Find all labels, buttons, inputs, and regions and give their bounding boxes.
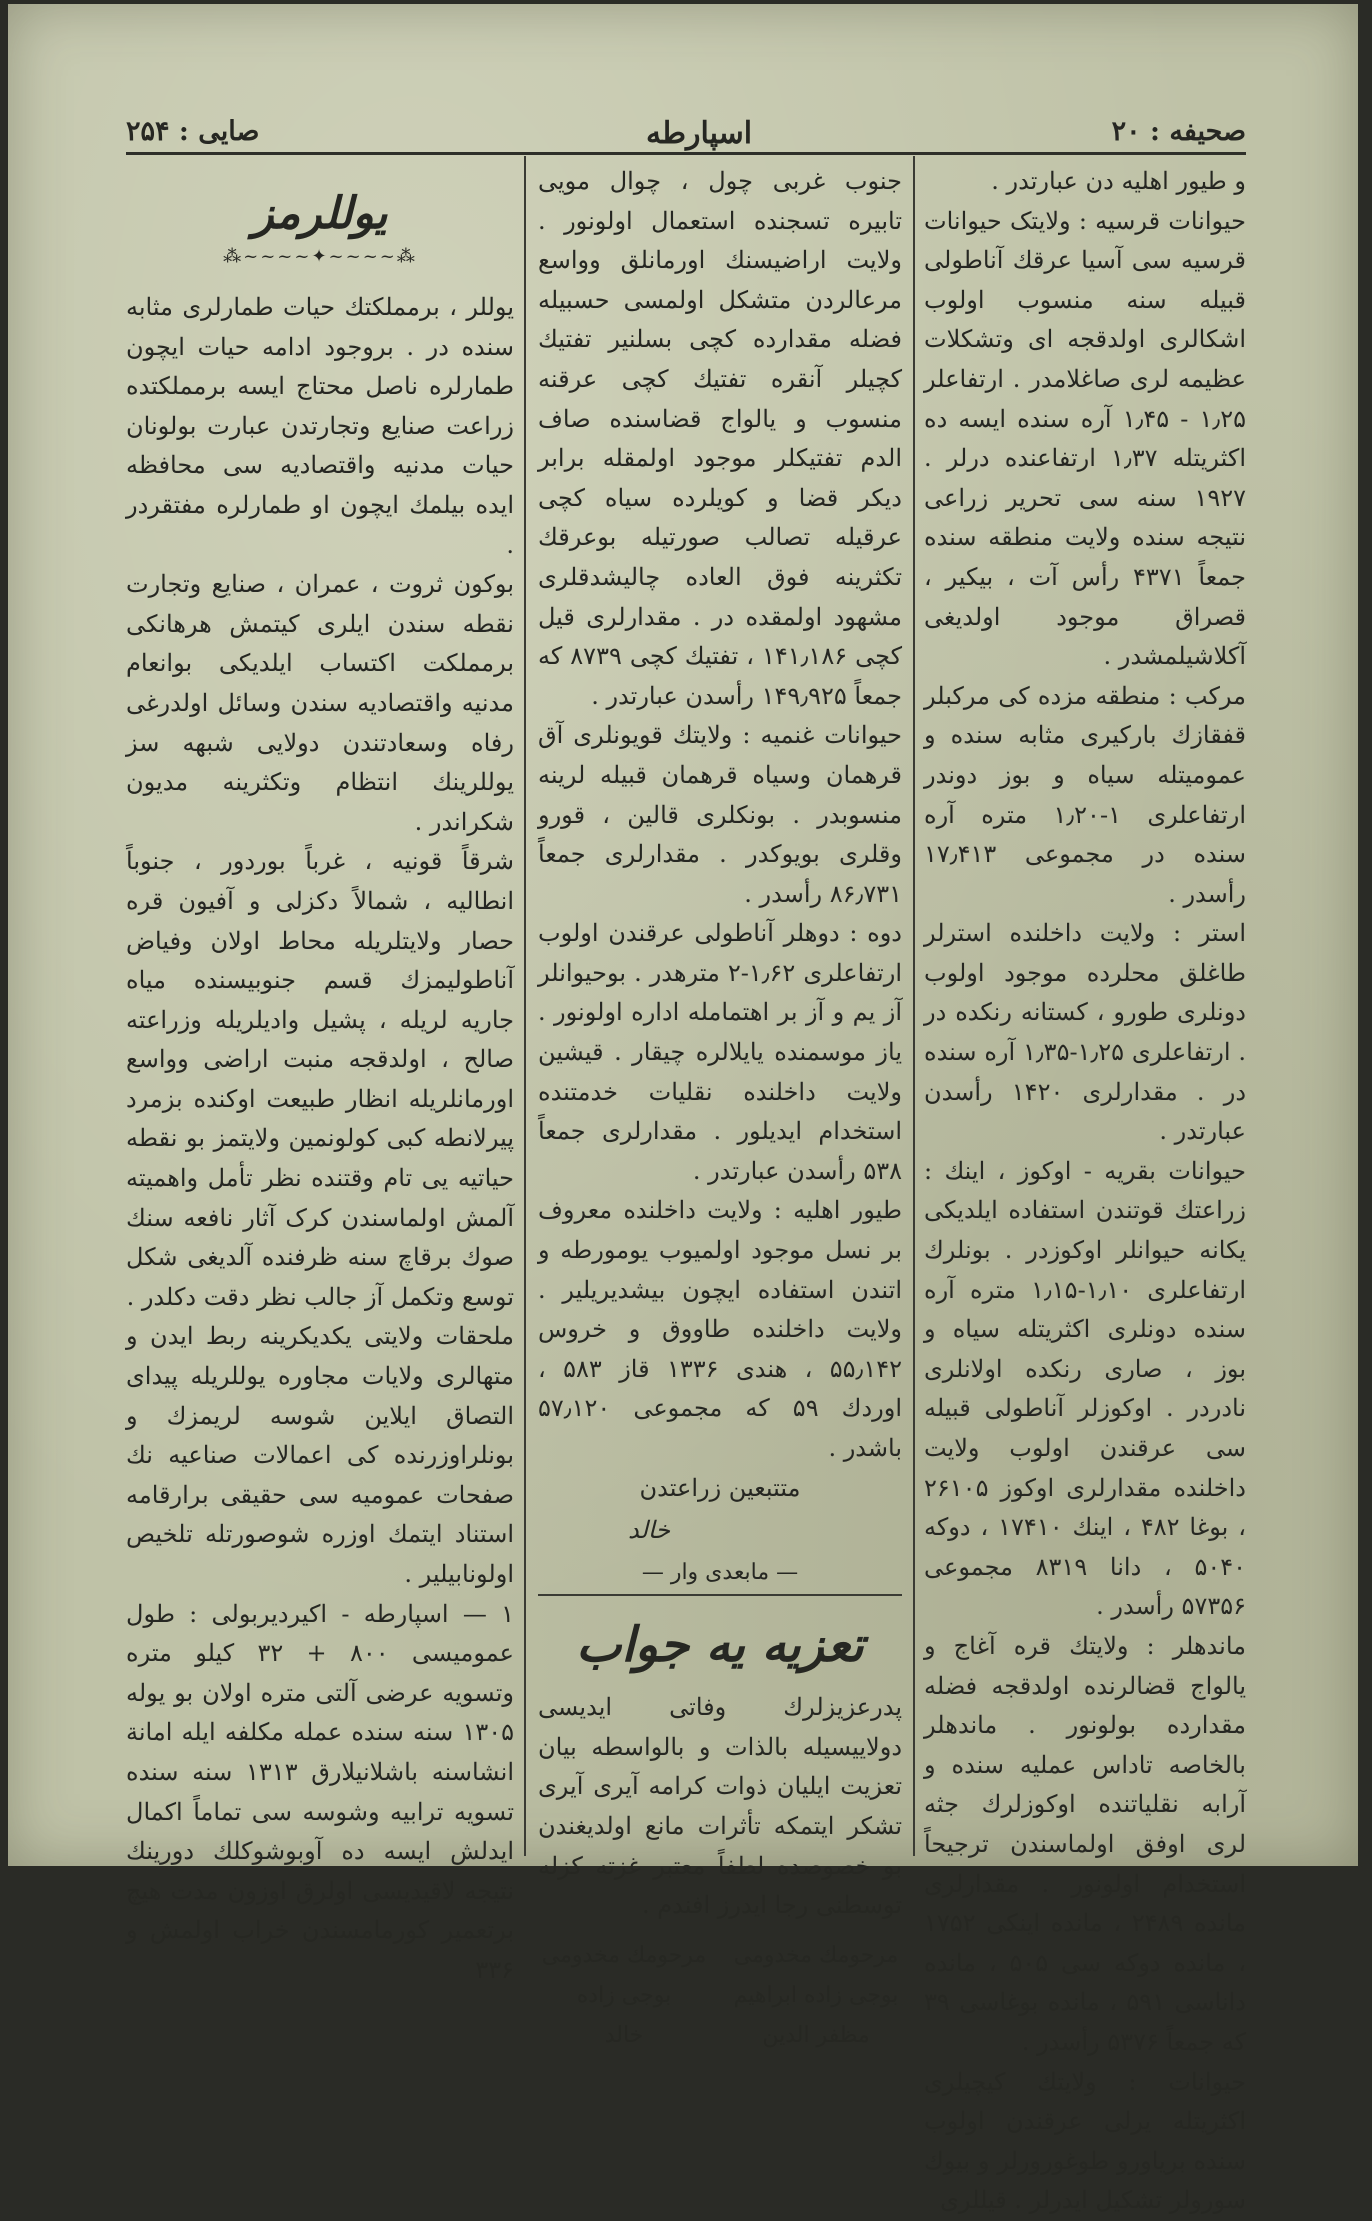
condolence-text: پدرعزیزلرك وفاتی ایدیسی دولاییسیله بالذات و بالواسطه بیان تعزیت ایلیان ذوات کرامه آیری آیری تشکر ایتمکه تأثرات مانع اولدیغندن بو خصوصده لطفاً معتبر غزته کزله توسطنی رجا ایدرز افندم . [538, 1693, 902, 1920]
paragraph: شرقاً قونیه ، غرباً بوردور ، جنوباً انطالیه ، شمالاً دکزلی و آفیون قره حصار ولایتلریله محاط اولان وفیاض آناطولیمزك قسم جنوبیسنده میاه جاریه لریله ، پشیل وادیلریله وزراعته صالح ، اولدقجه منبت اراضی وواسع اورمانلریله انظار طبیعت اوکنده بزمرد پیرلانطه کبی کولونمین ولایتمز بو نقطه حیاتیه یی تام وقتنده نظر تأمل واهمیته آلمش اولماسندن کرک آثار نافعه سنك صوك برقاچ سنه ظرفنده آلدیغی شکل توسع وتکمل آز جالب نظر دقت دکلدر . [126, 847, 514, 1311]
paragraph: ماندهلر : ولایتك قره آغاج و یالواج قضالرنده اولدقجه فضله مقدارده بولونور . ماندهلر بالخاصه تاداس عملیه سنده و آرابه نقلیاتنده اوکوزلرك جثه لری اوفق اولماسندن ترجیحاً استخدام اولونور . مقدارلری مانده ۲۴۸۹ ، مانده اینکی ۱۷۵۲ ، مانده دوکه سی ۵۰۵ ، مانده داناسی ۵۹۱ ، مانده بوغاسی ۳۹ که جمعاً ۵۳۷۶ رأسدر . [924, 1631, 1246, 2056]
issue-number-label: صایی : ۲۵۴ [126, 116, 260, 147]
left-column [126, 184, 514, 1991]
signature-line: مظفر الدین [762, 2022, 870, 2048]
newspaper-name: اسپارطه [646, 116, 753, 151]
paragraph: دوه : دوهلر آناطولی عرقندن اولوب ارتفاعلری ۱٫۶۲-۲ مترهدر . بوحیوانلر آز یم و آز بر اهتمامله اداره اولونور . یاز موسمنده یایلالره چیقار . قیشین ولایت داخلنده نقلیات خدمتنده استخدام ایدیلور . مقدارلری جمعاً ۵۳۸ رأسدن عبارتدر . [538, 919, 902, 1185]
paragraph: و طیور اهلیه دن عبارتدر . [991, 167, 1246, 195]
column-divider-right [913, 156, 915, 1856]
paragraph: حیوانات : ولایتك کیچیلری اکثریتله یرلی عرقندن اولوب سنده بریاورو طوغورورلر و بیوك سورولر تشکیل ایدرلر . قیللری [924, 2067, 1246, 2215]
header-rule [126, 152, 1246, 155]
paragraph: حیوانات بقریه - اوکوز ، اینك : زراعتك قوتندن استفاده ایلدیکی یکانه حیوانلر اوکوزدر . بونلرك ارتفاعلری ۱٫۱۰-۱٫۱۵ متره آره سنده دونلری اکثریتله سیاه و بوز ، صاری رنکده اولانلری نادردر . اوکوزلر آناطولی قبیله سی عرقندن اولوب ولایت داخلنده مقدارلری اوکوز ۲۶۱۰۵ ، بوغا ۴۸۲ ، اینك ۱۷۴۱۰ ، دوکه ۵۰۴۰ ، دانا ۸۳۱۹ مجموعی ۵۷۳۵۶ رأسدر . [924, 1156, 1247, 1621]
paragraph: ۱ — اسپارطه - اکیردیربولی : طول عمومیسی ۸۰۰ + ۳۲ کیلو متره وتسویه عرضی آلتی متره اولان بو یوله ۱۳۰۵ سنه سنده عمله مکلفه ایله امانة انشاسنه باشلانیلارق ۱۳۱۳ سنه سنده تسویه ترابیه وشوسه سی تماماً اکمال ایدلش ایسه ده آوبوشوکلك دورینك نتیجه لاقیدیسی اولرق اوزون مدت هیچ برتعمیر کورمامسندن خراب اولمش و ۳۳۶ [126, 1599, 515, 1984]
paragraph: متتبعین زراعتدن [639, 1473, 801, 1502]
paragraph: طیور اهلیه : ولایت داخلنده معروف بر نسل موجود اولمیوب یومورطه و اتندن استفاده ایچون بیشدیریلیر . ولایت داخلنده طاووق و خروس ۵۵٫۱۴۲ ، هندی ۱۳۳۶ قاز ۵۸۳ ، اوردك ۵۹ که مجموعی ۵۷٫۱۲۰ باشدر . [538, 1196, 902, 1462]
signature-line: مرحومك مخدومی [541, 1942, 707, 1968]
paragraph: حیوانات قرسیه : ولایتک حیوانات قرسیه سی آسیا عرقك آناطولی قبیله سنه منسوب اولوب اشکالری اولدقجه ای وتشکلات عظیمه لری صاغلامدر . ارتفاعلر ۱٫۲۵ - ۱٫۴۵ آره سنده ایسه ده اکثریتله ۱٫۳۷ ارتفاعنده درلر . ۱۹۲۷ سنه سی تحریر زراعی نتیجه سنده ولایت منطقه سنده جمعاً ۴۳۷۱ رأس آت ، بیکیر ، قصراق موجود اولدیغی آکلاشیلمشدر . [924, 206, 1246, 671]
signature-line: بوجی زاده ابراهیم [733, 1982, 899, 2008]
right-column [924, 162, 1246, 2221]
column-divider-left [524, 156, 526, 1856]
title-ornament: ⁂~~~~✦~~~~⁂ [223, 246, 417, 267]
paragraph: بوکون ثروت ، عمران ، صنایع وتجارت نقطه سندن ایلری کیتمش هرهانکی برمملکت اکتساب ایلدیکی بوانعام مدنیه واقتصادیه سندن وسائل اولدرغی رفاه وسعادتندن دولایی شبهه سز یوللرینك انتظام وتکثرینه مدیون شکراندر . [126, 570, 514, 836]
article-signature: خالد [628, 1516, 671, 1545]
page-number-label: صحیفه : ۲۰ [1111, 116, 1246, 147]
article-title: یوللرمز [252, 188, 388, 239]
newspaper-page [8, 4, 1358, 2215]
page-header [126, 108, 1246, 156]
signature-line: مرحومك مخدومی [733, 1942, 899, 1968]
paragraph: استر : ولایت داخلنده استرلر طاغلق محلرده موجود اولوب دونلری طورو ، کستانه رنکده در . ارتفاعلری ۱٫۲۵-۱٫۳۵ آره سنده در . مقدارلری ۱۴۲۰ رأسدن عبارتدر . [924, 919, 1247, 1146]
condolence-title: تعزیه یه جواب [576, 1617, 864, 1674]
paragraph: مرکب : منطقه مزده کی مرکبلر قفقازك بارکیری مثابه سنده و عمومیتله سیاه و بوز دوندر ارتفاعلری ۱-۱٫۲۰ متره آره سنده در مجموعی ۱۷٫۴۱۳ رأسدر . [924, 681, 1246, 908]
paragraph: جنوب غربی چول ، چوال مویی تابیره تسجنده استعمال اولونور . ولایت اراضیسنك اورمانلق وواسع مرعالردن متشکل اولمسی حسبیله فضله مقدارده کچی بسلنیر تفتیك کچیلر آنقره تفتیك کچی عرقنه منسوب و یالواج قضاسنده صاف الدم تفتیکلر موجود اولمقله برابر دیکر قضا و کویلرده سیاه کچی عرقیله تصالب صورتیله بوعرقك تکثرینه فوق العاده چالیشدقلری مشهود اولمقده در . مقدارلری قیل کچی ۱۴۱٫۱۸۶ ، تفتیك کچی ۸۷۳۹ که جمعاً ۱۴۹٫۹۲۵ رأسدن عبارتدر . [538, 167, 903, 710]
paragraph: حیوانات غنمیه : ولایتك قویونلری آق قرهمان وسیاه قرهمان قبیله لرینه منسوبدر . بونکلری قالین ، قورو وقلری بویوکدر . مقدارلری جمعاً ۸۶٫۷۳۱ رأسدر . [538, 721, 902, 908]
condolence-signatures [538, 1936, 902, 2056]
signature-line: بوجی زاده [576, 1982, 672, 2008]
signature-line: خالد [604, 2022, 644, 2048]
continued-label: — مابعدی وار — [538, 1552, 902, 1596]
paragraph: یوللر ، برمملکتك حیات طمارلری مثابه سنده در . بروجود ادامه حیات ایچون طمارلره ناصل محتاج ایسه برمملکتده زراعت صنایع وتجارتدن عبارت بولونان حیات مدنیه واقتصادیه سی محافظه ایده بیلمك ایچون او طمارلره مفتقردر . [126, 293, 514, 559]
middle-column [538, 162, 902, 2056]
paragraph: ملحقات ولایتی یکدیکرینه ربط ایدن و متهالری ولایات مجاوره یوللریله پیدای التصاق ایلاین شوسه لریمزك و بونلراوزرنده کی اعمالات صناعیه نك صفحات عمومیه سی حقیقی برارقامه استناد ایتمك اوزره شوصورتله تلخیص اولونابیلیر . [126, 1322, 514, 1588]
